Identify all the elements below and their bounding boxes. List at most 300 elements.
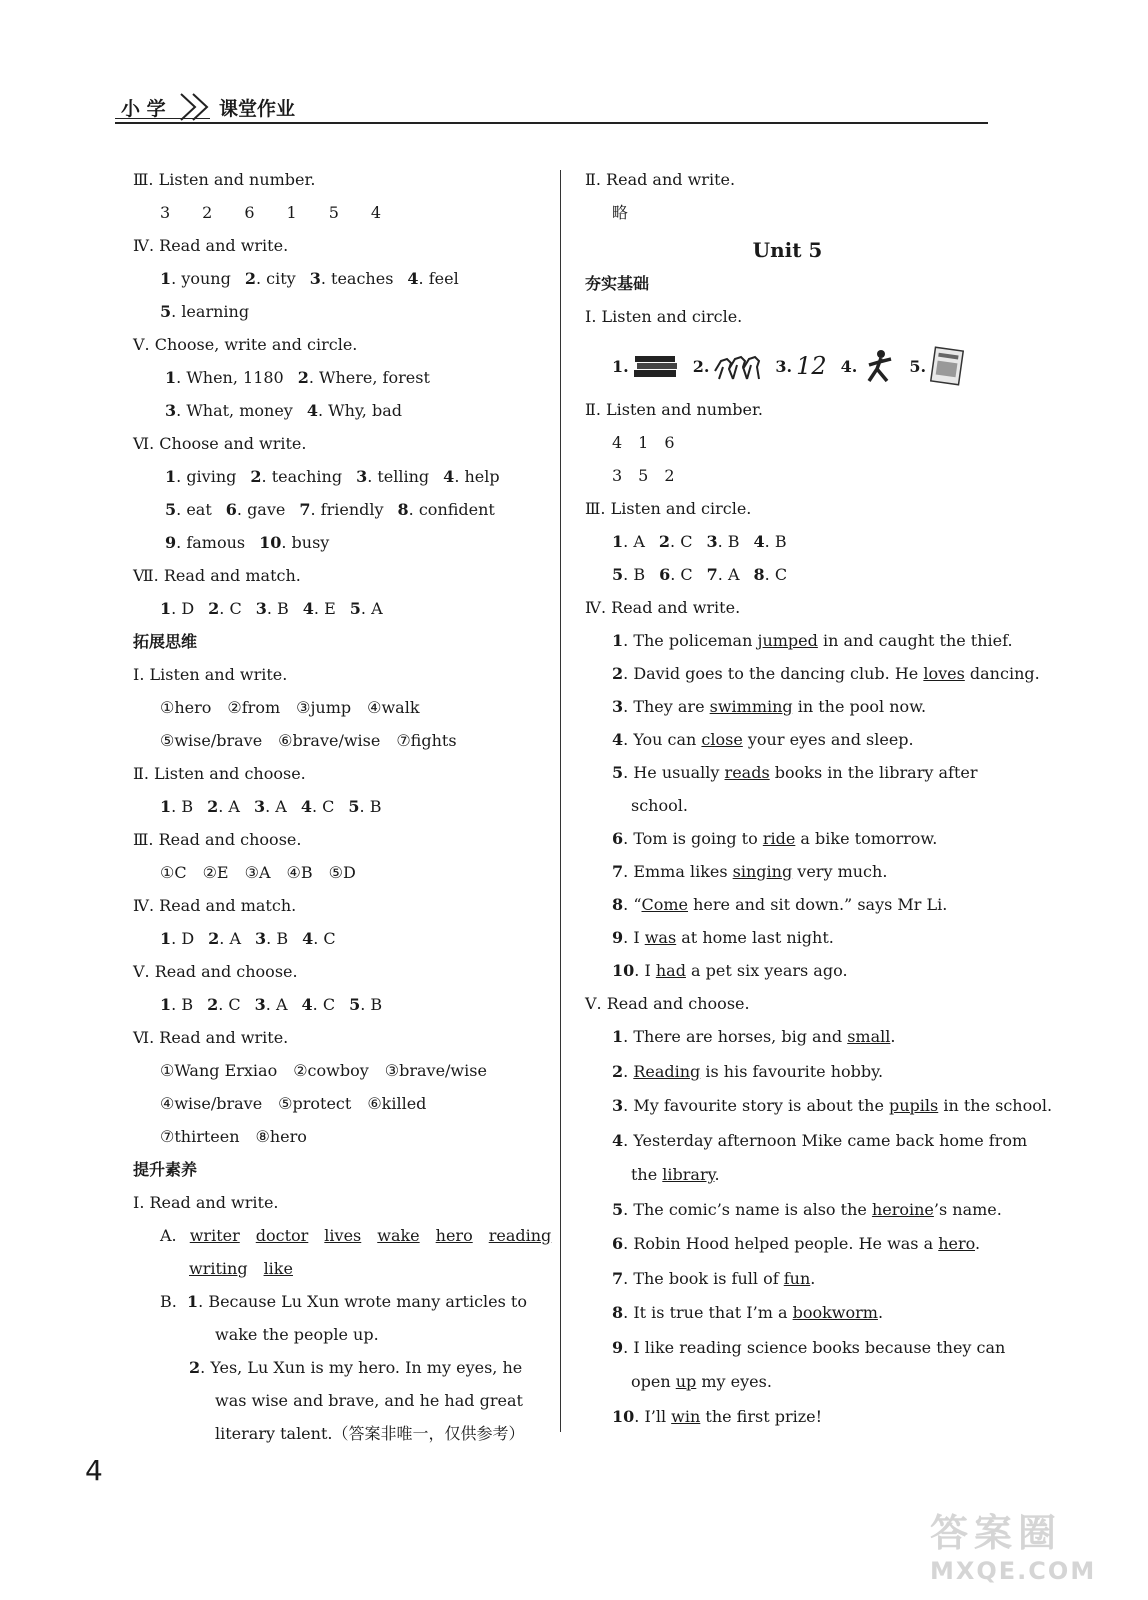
answer-item — [659, 532, 693, 551]
item-number: 1 — [160, 995, 172, 1014]
sentence-line — [585, 1334, 1006, 1369]
sentence-line — [585, 1092, 1053, 1127]
sentence-text: . They are — [623, 697, 710, 716]
item-number: 2 — [207, 995, 219, 1014]
item-text: . feel — [418, 269, 459, 288]
item-number: 5 — [165, 500, 177, 519]
answer-item — [348, 797, 381, 816]
picture-answer-1 — [612, 353, 679, 379]
answer-line: wake the people up. — [215, 1325, 379, 1344]
answer-line: ①C ②E ③A ④B ⑤D — [160, 863, 356, 882]
item-text: . A — [265, 797, 287, 816]
sentence-text: . — [877, 1303, 884, 1322]
answer-word: Reading — [633, 1061, 701, 1081]
item-number: 8 — [397, 500, 409, 519]
sentence-text: here and sit down.” says Mr Li. — [688, 895, 948, 914]
item-number: 10 — [259, 533, 282, 552]
answer-item — [259, 533, 329, 552]
sentence-line — [585, 693, 990, 726]
item-number: 4 — [407, 269, 419, 288]
answer-item — [208, 929, 241, 948]
item-text: . When, 1180 — [176, 368, 284, 387]
sentence-line — [585, 1023, 990, 1058]
item-text: . A — [265, 995, 288, 1014]
item-number: 9 — [612, 1337, 624, 1357]
item-number: 3 — [255, 599, 267, 618]
item-number: 3 — [612, 1096, 624, 1115]
item-text: . E — [313, 599, 336, 618]
sentence-text: . He usually — [623, 763, 725, 782]
sentence-line — [585, 1161, 990, 1196]
sentence-text: . I — [623, 928, 645, 947]
sentence-text: . I like reading science books because they can — [623, 1337, 1006, 1357]
item-text: . A — [218, 797, 240, 816]
answer-word: jumped — [757, 631, 818, 650]
sentence-line — [585, 627, 1013, 660]
item-number: 5 — [349, 599, 361, 618]
underlined-word: doctor — [255, 1226, 309, 1245]
answer-line — [133, 1288, 543, 1321]
answer-item — [706, 532, 739, 551]
item-text: . B — [360, 995, 383, 1014]
sentence-line — [585, 1299, 990, 1334]
answer-word: close — [701, 730, 743, 749]
sentence-line — [585, 1403, 990, 1438]
item-text: . C — [311, 797, 335, 816]
item-number: 3 — [612, 697, 624, 716]
answer-line — [133, 1255, 543, 1288]
section-heading: Ⅴ. Read and choose. — [133, 962, 298, 981]
sentence-text: the first prize! — [700, 1406, 823, 1426]
item-number: 1 — [160, 269, 172, 288]
sentence-text: . It is true that I’m a — [623, 1303, 793, 1322]
answer-item — [299, 500, 383, 519]
section-heading: Ⅴ. Choose, write and circle. — [133, 335, 358, 354]
item-number: 7 — [612, 1268, 624, 1288]
sentence-text: . The comic’s name is also the — [623, 1199, 872, 1219]
sentence-text: . There are horses, big and — [623, 1027, 848, 1046]
section-heading: Ⅳ. Read and write. — [133, 236, 289, 255]
section-heading: Ⅲ. Listen and circle. — [585, 499, 752, 518]
answer-line: ①Wang Erxiao ②cowboy ③brave/wise — [160, 1061, 487, 1080]
answer-line: ④wise/brave ⑤protect ⑥killed — [160, 1094, 427, 1113]
answer-item — [255, 995, 288, 1014]
underlined-word: hero — [435, 1226, 473, 1245]
answer-text: . Because Lu Xun wrote many articles to — [198, 1292, 527, 1311]
answer-word: ride — [762, 829, 796, 848]
answer-item — [160, 599, 194, 618]
item-text: . learning — [171, 302, 250, 321]
sentence-line — [585, 759, 990, 792]
underlined-word: lives — [324, 1226, 362, 1245]
sentence-text: in the pool now. — [792, 697, 927, 716]
sentence-line — [585, 858, 990, 891]
answer-item — [398, 500, 495, 519]
section-heading: Ⅱ. Listen and choose. — [133, 764, 306, 783]
sentence-text: very much. — [792, 862, 888, 881]
item-text: . Where, forest — [308, 368, 430, 387]
answer-item — [302, 995, 336, 1014]
item-text: . busy — [281, 533, 330, 552]
item-number: 4 — [302, 929, 314, 948]
sentence-text: in and caught the thief. — [817, 631, 1013, 650]
answer-line — [133, 265, 543, 298]
word-list — [182, 1226, 568, 1245]
picture-answer-4 — [841, 349, 896, 383]
sentence-text: . Tom is going to — [623, 829, 763, 848]
watermark-logo-text: 答案圈 — [930, 1511, 1063, 1555]
book-cover-icon — [930, 346, 964, 386]
horses-icon — [713, 351, 761, 381]
answer-line — [133, 397, 543, 430]
item-text: . giving — [176, 467, 237, 486]
item-text: . teaching — [261, 467, 343, 486]
item-number: 2 — [612, 1061, 624, 1081]
item-text: . gave — [236, 500, 286, 519]
sentence-text: . Robin Hood helped people. He was a — [623, 1234, 939, 1253]
item-text: . D — [171, 929, 195, 948]
answer-item — [301, 797, 335, 816]
answer-word: singing — [732, 862, 793, 881]
page-number: 4 — [85, 1454, 103, 1487]
item-number: 6 — [659, 565, 671, 584]
sentence-line — [585, 1127, 1028, 1162]
answer-item — [165, 533, 245, 552]
sentence-line — [585, 825, 990, 858]
item-text: . B — [717, 532, 740, 551]
section-heading: Ⅰ. Listen and write. — [133, 665, 288, 684]
item-number: 5 — [612, 565, 624, 584]
answer-line — [133, 1222, 552, 1255]
answer-word: up — [675, 1372, 697, 1391]
answer-item — [349, 995, 382, 1014]
picture-number: 4. — [840, 356, 858, 376]
item-number: 2 — [658, 532, 671, 551]
answer-word: fun — [783, 1268, 811, 1288]
picture-answer-5 — [909, 346, 964, 386]
section-heading: Ⅶ. Read and match. — [133, 566, 301, 585]
picture-answers — [585, 336, 990, 396]
sentence-line — [585, 660, 1040, 693]
sentence-text: school. — [631, 796, 688, 815]
read-and-write-list — [585, 627, 1040, 990]
section-heading: Ⅲ. Listen and number. — [133, 170, 316, 189]
read-and-choose-list — [585, 1023, 1053, 1437]
fighter-icon — [861, 349, 895, 383]
item-text: . C — [219, 599, 242, 618]
item-text: . C — [312, 995, 336, 1014]
left-column — [133, 166, 552, 1453]
answer-line: ①hero ②from ③jump ④walk — [160, 698, 420, 717]
section-heading: Ⅴ. Read and choose. — [585, 994, 750, 1013]
answer-word: loves — [923, 664, 965, 683]
part-title: 夯实基础 — [585, 274, 650, 293]
sentence-line — [585, 1368, 990, 1403]
item-number: 6 — [225, 500, 237, 519]
item-number: 5 — [348, 797, 360, 816]
answer-item — [250, 467, 342, 486]
sentence-text: . I’ll — [634, 1406, 672, 1426]
section-heading: Ⅱ. Read and write. — [585, 170, 736, 189]
item-number: 2 — [189, 1358, 201, 1377]
item-number: 1 — [612, 631, 624, 650]
header-title: 课堂作业 — [219, 98, 296, 120]
answer-item — [165, 401, 293, 420]
sentence-text: . Emma likes — [623, 862, 733, 881]
answer-item — [612, 532, 645, 551]
item-number: 4 — [612, 730, 624, 749]
sentence-text: your eyes and sleep. — [742, 730, 914, 749]
answer-item — [754, 532, 787, 551]
unit-title: Unit 5 — [752, 238, 823, 262]
sentence-line — [585, 1058, 990, 1093]
item-number: 9 — [165, 533, 177, 552]
answer-item — [165, 500, 212, 519]
answer-item — [443, 467, 499, 486]
item-text: . B — [266, 599, 289, 618]
answer-word: bookworm — [792, 1303, 878, 1322]
answer-word: library — [662, 1165, 715, 1184]
section-heading: Ⅳ. Read and write. — [585, 598, 741, 617]
answer-item — [612, 565, 645, 584]
answer-word: had — [655, 961, 686, 980]
underlined-word: like — [263, 1259, 293, 1278]
answer-word: heroine — [871, 1199, 934, 1219]
section-heading: Ⅵ. Read and write. — [133, 1028, 289, 1047]
section-heading: Ⅱ. Listen and number. — [585, 400, 763, 419]
picture-number: 5. — [909, 356, 927, 376]
item-text: . A — [219, 929, 242, 948]
sentence-text: open — [631, 1372, 676, 1391]
answer-word: reads — [724, 763, 770, 782]
item-text: . A — [360, 599, 383, 618]
item-number: 2 — [208, 599, 220, 618]
item-number: 8 — [612, 1303, 624, 1322]
item-number: 9 — [612, 928, 624, 947]
header-rule-short — [115, 118, 210, 119]
item-number: 8 — [753, 565, 765, 584]
answer-word: small — [847, 1027, 891, 1046]
picture-number: 1. — [612, 356, 629, 376]
item-text: . teaches — [320, 269, 394, 288]
answer-item — [302, 929, 336, 948]
answer-item — [207, 797, 240, 816]
number-twelve-picture: 12 — [796, 352, 827, 380]
sentence-text: the — [631, 1165, 663, 1184]
answer-line — [133, 595, 543, 628]
item-text: . friendly — [310, 500, 384, 519]
answer-item — [165, 467, 236, 486]
item-text: . young — [171, 269, 231, 288]
answer-line: was wise and brave, and he had great — [215, 1391, 523, 1410]
item-number: 5 — [160, 302, 172, 321]
item-number: 2 — [208, 929, 220, 948]
item-number: 3 — [165, 401, 177, 420]
sentence-line — [585, 957, 990, 990]
item-number: 1 — [160, 797, 172, 816]
sentence-line — [585, 891, 990, 924]
part-title: 提升素养 — [133, 1160, 198, 1179]
answer-word: Come — [641, 895, 689, 914]
sentence-text: . I — [634, 961, 656, 980]
sentence-line — [585, 924, 990, 957]
answer-item — [208, 599, 242, 618]
picture-answer-2 — [693, 351, 762, 381]
item-number: 4 — [300, 797, 312, 816]
sentence-line — [585, 792, 990, 825]
item-number: 2 — [244, 269, 256, 288]
item-number: 5 — [612, 763, 624, 782]
sentence-text: in the school. — [938, 1096, 1053, 1115]
sentence-text: dancing. — [964, 664, 1040, 683]
answer-item — [407, 269, 458, 288]
answer-item — [254, 797, 287, 816]
watermark-url: MXQE.COM — [930, 1557, 1097, 1585]
item-text: . B — [764, 532, 787, 551]
item-text: . A — [717, 565, 740, 584]
answer-word: hero — [938, 1234, 976, 1253]
item-number: 3 — [356, 467, 368, 486]
item-number: 10 — [612, 961, 635, 980]
answer-line: ⑦thirteen ⑧hero — [160, 1127, 307, 1146]
item-number: 2 — [207, 797, 219, 816]
answer-line — [585, 561, 990, 594]
answer-item — [160, 269, 231, 288]
answer-item — [298, 368, 430, 387]
answer-item — [255, 929, 288, 948]
item-number: 3 — [255, 929, 267, 948]
item-number: 3 — [253, 797, 266, 816]
item-text: . B — [359, 797, 382, 816]
item-text: . eat — [176, 500, 212, 519]
answer-line: 3 2 6 1 5 4 — [160, 203, 382, 222]
sentence-text: . — [975, 1234, 981, 1253]
item-text: . C — [764, 565, 788, 584]
item-number: 2 — [250, 467, 262, 486]
sentence-text: ’s name. — [933, 1199, 1002, 1219]
picture-number: 3. — [775, 356, 793, 376]
item-number: 3 — [706, 532, 718, 551]
sentence-text: my eyes. — [696, 1372, 772, 1391]
picture-answer-3 — [775, 352, 826, 380]
item-number: 1 — [160, 599, 172, 618]
answer-item — [356, 467, 429, 486]
answer-item — [160, 797, 193, 816]
books-icon — [633, 353, 679, 379]
sentence-line — [585, 1196, 1002, 1231]
item-label: A. — [160, 1226, 177, 1245]
item-text: . confident — [408, 500, 495, 519]
underlined-word: wake — [377, 1226, 420, 1245]
item-number: 8 — [612, 895, 624, 914]
sentence-text: . “ — [623, 895, 642, 914]
section-heading: Ⅳ. Read and match. — [133, 896, 297, 915]
sentence-text: . The book is full of — [623, 1268, 784, 1288]
item-number: 5 — [349, 995, 361, 1014]
answer-line — [133, 991, 543, 1024]
sentence-text: is his favourite hobby. — [700, 1061, 884, 1081]
item-number: 4 — [612, 1130, 624, 1150]
answer-line — [133, 529, 543, 562]
answer-item — [160, 995, 193, 1014]
answer-word: was — [644, 928, 677, 947]
section-heading: Ⅰ. Read and write. — [133, 1193, 279, 1212]
answer-item — [207, 995, 241, 1014]
header-rule — [115, 122, 988, 124]
underlined-word: writer — [189, 1226, 240, 1245]
answer-word: win — [671, 1406, 701, 1426]
right-column — [585, 166, 1053, 1437]
sentence-text: a pet six years ago. — [685, 961, 848, 980]
answer-item — [160, 302, 249, 321]
answer-item — [350, 599, 383, 618]
item-number: 1 — [612, 1027, 624, 1046]
answer-item — [754, 565, 788, 584]
item-number: 7 — [299, 500, 311, 519]
answer-line: 3 5 2 — [612, 466, 675, 485]
item-number: 1 — [160, 929, 172, 948]
sentence-text: . — [890, 1027, 896, 1046]
answer-word: swimming — [709, 697, 793, 716]
section-heading: Ⅵ. Choose and write. — [133, 434, 307, 453]
sentence-text: . — [810, 1268, 816, 1288]
underlined-word: reading — [488, 1226, 552, 1245]
item-number: 1 — [612, 532, 624, 551]
answer-item — [303, 599, 336, 618]
answer-item — [256, 599, 289, 618]
answer-line — [133, 496, 543, 529]
answer-item — [659, 565, 693, 584]
item-text: . B — [171, 995, 194, 1014]
answer-word: pupils — [889, 1096, 939, 1115]
item-number: 4 — [306, 401, 318, 420]
item-label: B. — [160, 1292, 177, 1311]
item-number: 4 — [301, 995, 313, 1014]
answer-item — [226, 500, 286, 519]
item-text: . C — [313, 929, 336, 948]
part-title: 拓展思维 — [133, 632, 198, 651]
item-text: . city — [255, 269, 296, 288]
sentence-line — [585, 1230, 990, 1265]
item-number: 3 — [309, 269, 321, 288]
answer-line — [133, 298, 543, 331]
item-text: . D — [171, 599, 195, 618]
page-header — [115, 92, 988, 124]
answer-item — [707, 565, 740, 584]
answer-line — [585, 528, 990, 561]
answer-line — [133, 463, 543, 496]
watermark — [930, 1502, 1130, 1597]
item-number: 2 — [612, 664, 624, 683]
answer-item — [160, 929, 194, 948]
underlined-word: writing — [189, 1259, 248, 1278]
item-text: . Why, bad — [317, 401, 402, 420]
sentence-text: . My favourite story is about the — [623, 1096, 889, 1115]
picture-number: 2. — [692, 356, 710, 376]
section-heading: Ⅰ. Listen and circle. — [585, 307, 743, 326]
answer-item — [165, 368, 284, 387]
answer-line: ⑤wise/brave ⑥brave/wise ⑦fights — [160, 731, 457, 750]
sentence-text: . The policeman — [623, 631, 758, 650]
item-number: 6 — [612, 829, 624, 848]
answer-line: 4 1 6 — [612, 433, 675, 452]
item-number: 4 — [443, 467, 455, 486]
item-text: . help — [454, 467, 500, 486]
sentence-text: . Yesterday afternoon Mike came back home from — [623, 1130, 1028, 1150]
item-text: . A — [623, 532, 645, 551]
sentence-text: . David goes to the dancing club. He — [623, 664, 924, 683]
item-number: 1 — [187, 1292, 199, 1311]
